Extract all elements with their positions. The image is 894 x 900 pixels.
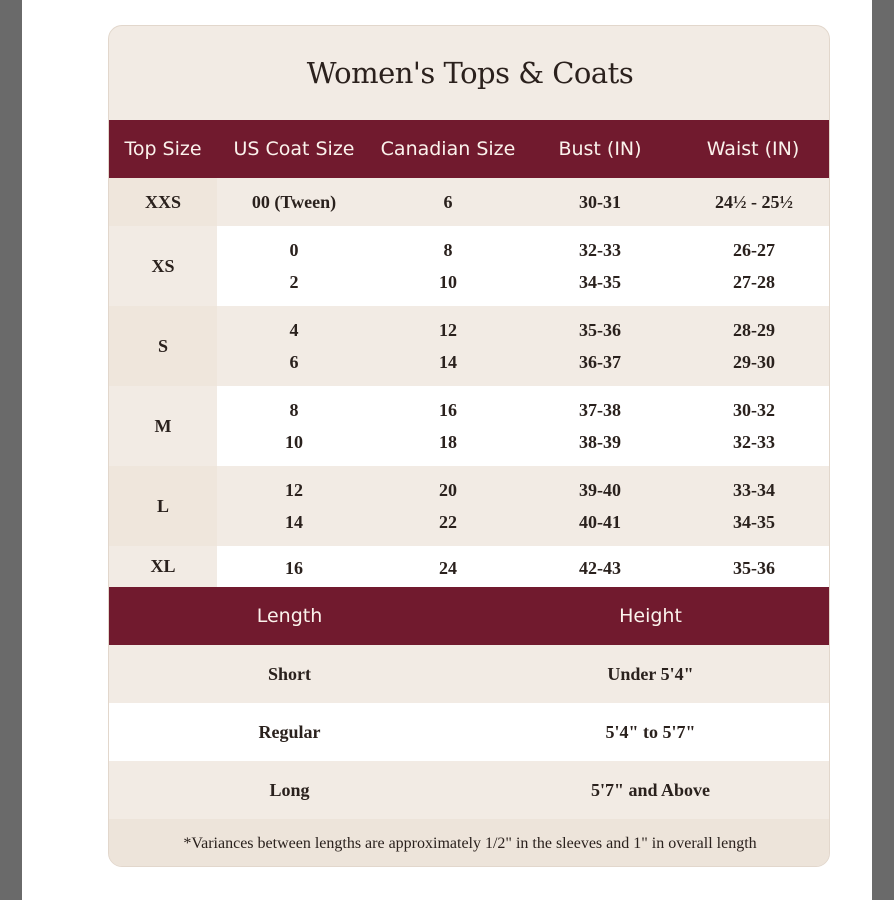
waist: 24½ - 25½ — [715, 192, 793, 212]
header-us-coat-size: US Coat Size — [233, 138, 355, 160]
us-coat-size: 8 — [289, 400, 299, 420]
canadian-size: 20 — [439, 480, 457, 500]
table-row — [109, 386, 830, 466]
bust: 36-37 — [579, 352, 621, 372]
chart-title: Women's Tops & Coats — [306, 56, 634, 90]
header-waist: Waist (IN) — [706, 138, 800, 160]
header-bust: Bust (IN) — [558, 138, 642, 160]
us-coat-size: 14 — [285, 512, 303, 532]
us-coat-size: 10 — [285, 432, 303, 452]
us-coat-size: 6 — [289, 352, 299, 372]
waist: 30-32 — [733, 400, 775, 420]
table-row — [109, 306, 830, 386]
waist: 26-27 — [733, 240, 775, 260]
size-label: M — [109, 386, 217, 466]
header-length: Length — [256, 605, 323, 627]
canadian-size: 14 — [439, 352, 457, 372]
bust: 42-43 — [579, 558, 621, 578]
bust: 34-35 — [579, 272, 621, 292]
waist: 33-34 — [733, 480, 775, 500]
canadian-size: 10 — [439, 272, 457, 292]
waist: 34-35 — [733, 512, 775, 532]
bust: 37-38 — [579, 400, 621, 420]
header-canadian-size: Canadian Size — [380, 138, 516, 160]
size-label: XL — [109, 546, 217, 587]
size-label: L — [109, 466, 217, 546]
waist: 35-36 — [733, 558, 775, 578]
length-value: Long — [269, 779, 310, 800]
height-value: 5'7" and Above — [590, 779, 711, 800]
size-table-header — [109, 120, 830, 178]
height-value: Under 5'4" — [607, 663, 694, 684]
waist: 28-29 — [733, 320, 775, 340]
table-row — [109, 466, 830, 546]
length-table-header — [109, 587, 830, 645]
size-chart-card — [108, 25, 830, 867]
header-height: Height — [619, 605, 682, 627]
length-value: Short — [267, 663, 311, 684]
bust: 30-31 — [579, 192, 621, 212]
us-coat-size: 00 (Tween) — [251, 192, 337, 212]
table-row — [109, 178, 830, 226]
page-background — [22, 0, 872, 900]
length-row — [109, 761, 830, 819]
waist: 29-30 — [733, 352, 775, 372]
height-value: 5'4" to 5'7" — [605, 721, 696, 742]
us-coat-size: 2 — [289, 272, 299, 292]
canadian-size: 6 — [443, 192, 453, 212]
canadian-size: 12 — [439, 320, 457, 340]
length-row — [109, 703, 830, 761]
size-label: XXS — [109, 178, 217, 226]
bust: 39-40 — [579, 480, 621, 500]
bust: 38-39 — [579, 432, 621, 452]
canadian-size: 8 — [443, 240, 453, 260]
footnote: *Variances between lengths are approximately 1/2" in the sleeves and 1" in overall length — [109, 819, 830, 867]
canadian-size: 24 — [439, 558, 457, 578]
canadian-size: 22 — [439, 512, 457, 532]
bust: 32-33 — [579, 240, 621, 260]
size-label: XS — [109, 226, 217, 306]
bust: 40-41 — [579, 512, 621, 532]
waist: 27-28 — [733, 272, 775, 292]
us-coat-size: 4 — [289, 320, 299, 340]
waist: 32-33 — [733, 432, 775, 452]
us-coat-size: 12 — [285, 480, 303, 500]
table-row — [109, 226, 830, 306]
us-coat-size: 0 — [289, 240, 299, 260]
us-coat-size: 16 — [285, 558, 303, 578]
canadian-size: 18 — [439, 432, 457, 452]
canadian-size: 16 — [439, 400, 457, 420]
header-top-size: Top Size — [124, 138, 202, 160]
size-label: S — [109, 306, 217, 386]
bust: 35-36 — [579, 320, 621, 340]
table-row — [109, 546, 830, 587]
length-row — [109, 645, 830, 703]
length-value: Regular — [258, 721, 321, 742]
